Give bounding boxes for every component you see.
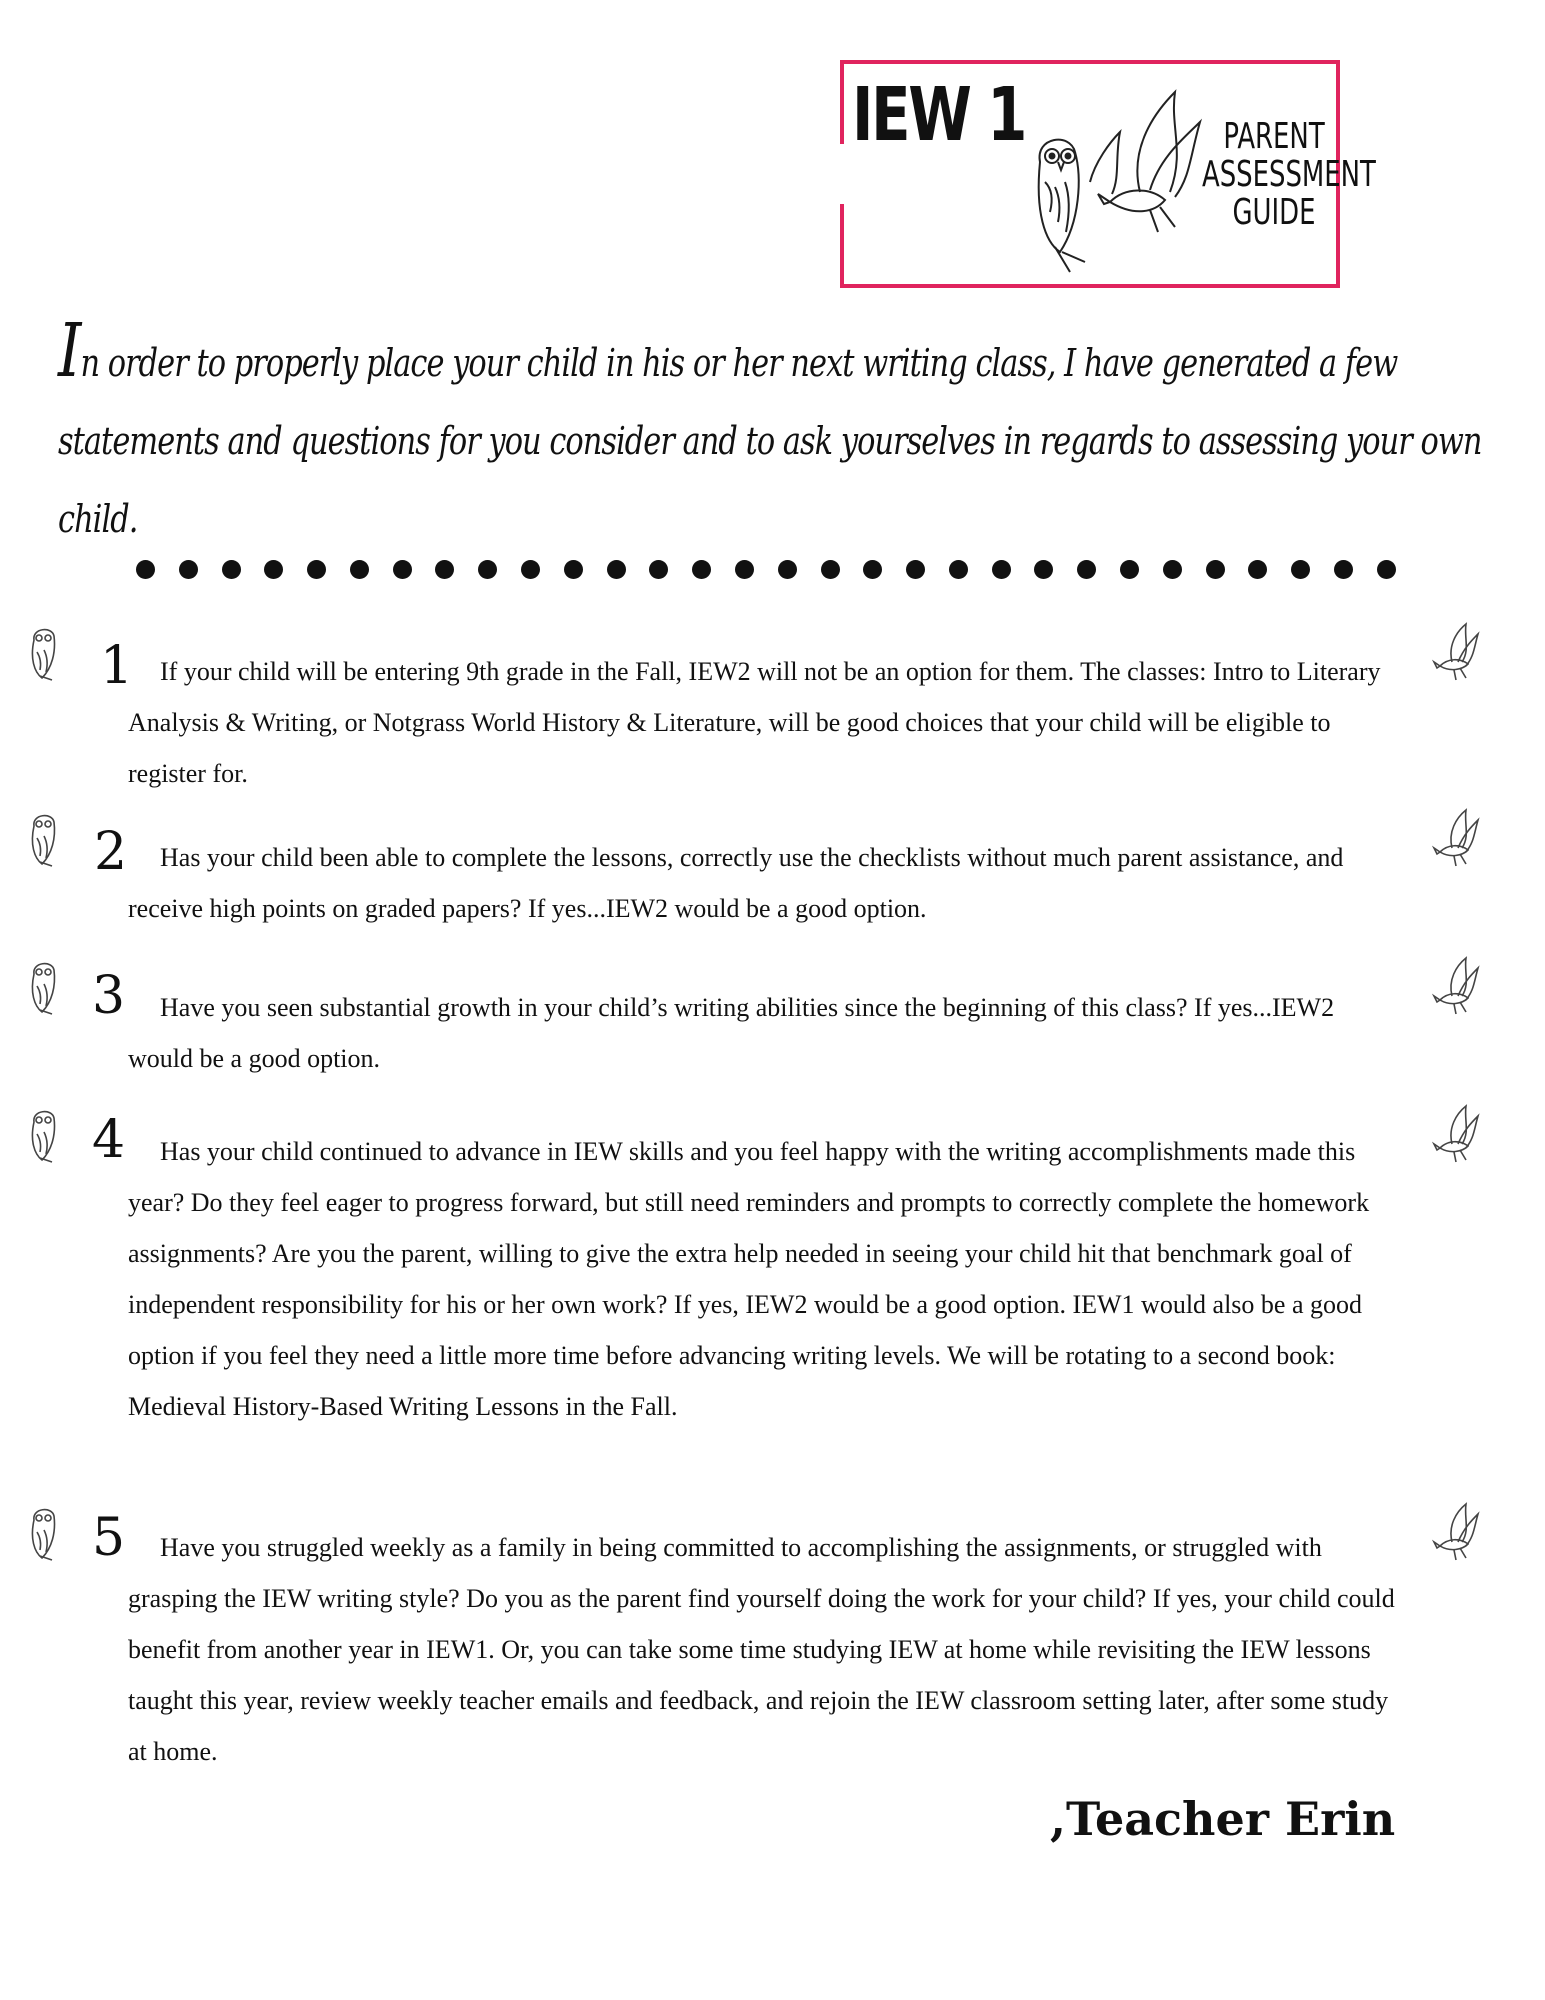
eagle-icon	[1430, 956, 1480, 1022]
header-border-tick	[840, 64, 844, 144]
dot-divider	[136, 560, 1396, 579]
item-number: 5	[92, 1508, 126, 1568]
item-text: Has your child continued to advance in IEW skills and you feel happy with the writing accomplishments made this year? Do they feel eager to progress forward, but still need reminders and prompts to correctly complete the homework assignments? Are you the parent, willing to give the extra help needed in seeing your child hit that benchmark goal of independent responsibility for his or her own work? If yes, IEW2 would be a good option. IEW1 would also be a good option if you feel they need a little more time before advancing writing levels. We will be rotating to a second book: Medieval History-Based Writing Lessons in the Fall.	[128, 1137, 1370, 1421]
eagle-icon	[1430, 1502, 1480, 1568]
eagle-icon	[1430, 1104, 1480, 1170]
intro-paragraph	[58, 308, 1498, 558]
item-number: 4	[92, 1110, 126, 1170]
owl-icon	[22, 622, 66, 682]
item-text: Have you seen substantial growth in your child’s writing abilities since the beginning of this class? If yes...IEW2 would be a good option.	[128, 993, 1335, 1073]
item-number: 3	[92, 966, 126, 1026]
item-number: 2	[94, 822, 128, 882]
intro-dropcap: I	[58, 308, 81, 394]
header-title: IEW 1	[852, 72, 1026, 158]
item-number: 1	[100, 636, 134, 696]
header-box	[840, 60, 1376, 288]
signature: ,Teacher Erin	[1050, 1792, 1396, 1846]
item-text: Have you struggled weekly as a family in being committed to accomplishing the assignments, or struggled with grasping the IEW writing style? Do you as the parent find yourself doing the work for your child? If yes, your child could benefit from another year in IEW1. Or, you can take some time studying IEW at home while revisiting the IEW lessons taught this year, review weekly teacher emails and feedback, and rejoin the IEW classroom setting later, after some study at home.	[128, 1533, 1395, 1766]
item-text: If your child will be entering 9th grade in the Fall, IEW2 will not be an option for them. The classes: Intro to Literary Analysis & Writing, or Notgrass World History & Literature, will be good choices that your child will be eligible to register for.	[128, 657, 1381, 788]
owl-icon	[22, 1502, 66, 1562]
header-subtitle-line: PARENT	[1223, 116, 1325, 157]
header-border-tick	[840, 204, 844, 284]
intro-text: n order to properly place your child in his or her next writing class, I have generated a few statements and questions for you consider and to ask yourselves in regards to assessing your own child.	[58, 341, 1482, 541]
owl-icon	[22, 808, 66, 868]
eagle-icon	[1430, 622, 1480, 688]
header-subtitle	[1202, 116, 1376, 233]
owl-icon	[22, 956, 66, 1016]
owl-icon	[22, 1104, 66, 1164]
eagle-icon	[1430, 808, 1480, 874]
item-text: Has your child been able to complete the lessons, correctly use the checklists without much parent assistance, and receive high points on graded papers? If yes...IEW2 would be a good option.	[128, 843, 1344, 923]
header-subtitle-line: GUIDE	[1232, 192, 1316, 233]
header-subtitle-line: ASSESSMENT	[1202, 154, 1376, 195]
